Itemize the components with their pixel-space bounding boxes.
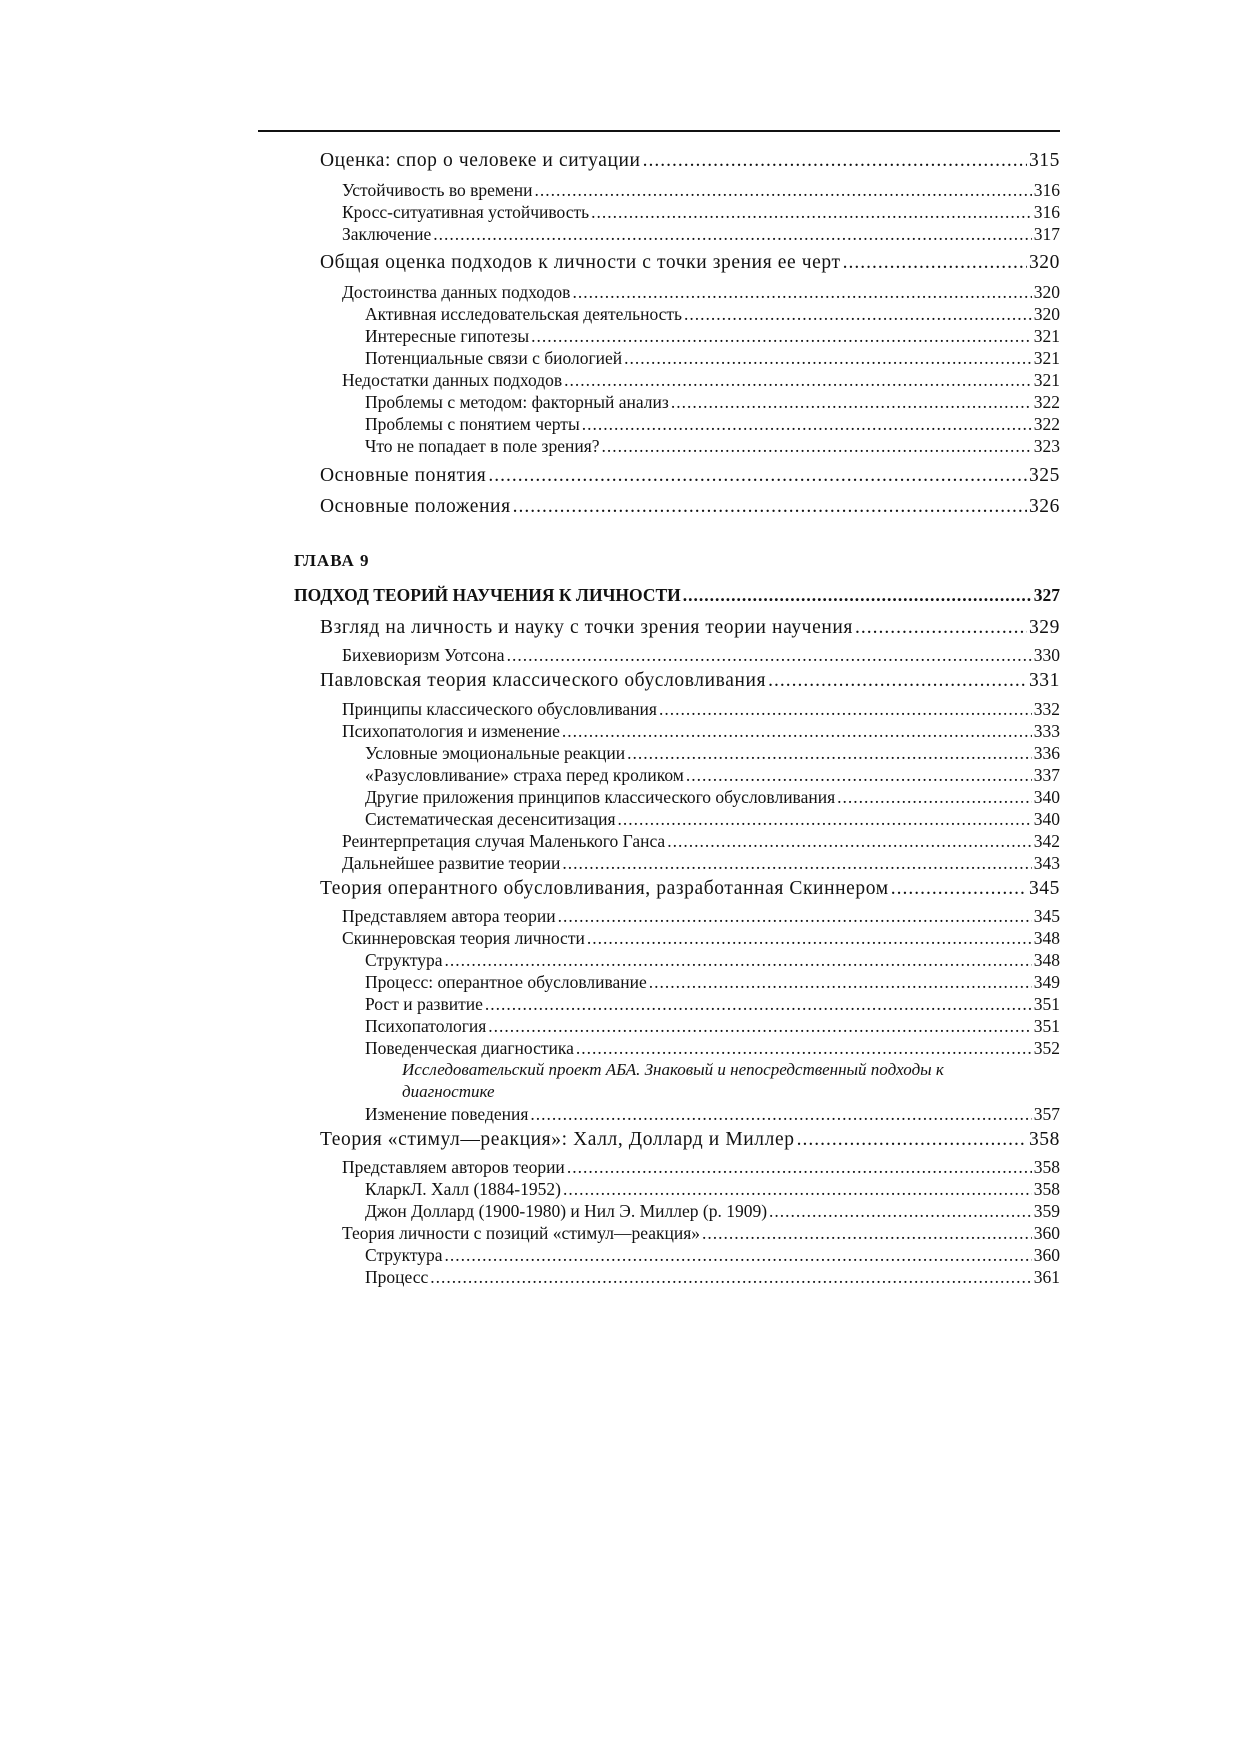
toc-entry-title: Потенциальные связи с биологией bbox=[365, 348, 623, 368]
toc-entry-page: 357 bbox=[1033, 1104, 1060, 1124]
toc-leader bbox=[627, 743, 1032, 764]
toc-entry[interactable] bbox=[365, 392, 1060, 413]
toc-leader bbox=[582, 414, 1032, 435]
toc-entry[interactable] bbox=[365, 787, 1060, 808]
toc-entry-page: 358 bbox=[1033, 1157, 1060, 1177]
toc-leader bbox=[433, 224, 1032, 245]
toc-entry-page: 352 bbox=[1033, 1038, 1060, 1058]
toc-entry-title: Теория оперантного обусловливания, разработанная Скиннером bbox=[320, 878, 889, 899]
toc-entry-title: Заключение bbox=[342, 224, 432, 244]
toc-entry-title: Интересные гипотезы bbox=[365, 326, 530, 346]
toc-entry[interactable] bbox=[342, 831, 1060, 852]
toc-entry-title: Процесс: оперантное обусловливание bbox=[365, 972, 647, 992]
toc-leader bbox=[702, 1223, 1032, 1244]
toc-entry[interactable] bbox=[342, 224, 1060, 245]
toc-leader bbox=[855, 617, 1027, 639]
toc-entry-title: Принципы классического обусловливания bbox=[342, 699, 657, 719]
chapter-label: ГЛАВА 9 bbox=[294, 551, 370, 570]
toc-entry[interactable] bbox=[320, 878, 1060, 900]
toc-entry-title: Дальнейшее развитие теории bbox=[342, 853, 561, 873]
toc-entry-page: 322 bbox=[1033, 392, 1060, 412]
toc-entry-page: 326 bbox=[1028, 496, 1060, 517]
toc-entry-title: Основные положения bbox=[320, 496, 511, 517]
toc-entry[interactable] bbox=[320, 150, 1060, 172]
toc-leader bbox=[769, 1201, 1032, 1222]
toc-entry-page: 316 bbox=[1033, 202, 1060, 222]
toc-entry-title: Павловская теория классического обусловливания bbox=[320, 670, 767, 691]
toc-entry[interactable] bbox=[365, 972, 1060, 993]
toc-entry-page: 336 bbox=[1033, 743, 1060, 763]
toc-entry-title: Условные эмоциональные реакции bbox=[365, 743, 626, 763]
toc-leader bbox=[567, 1157, 1032, 1178]
chapter-title-entry[interactable] bbox=[294, 585, 1060, 606]
toc-leader bbox=[562, 721, 1032, 742]
toc-leader bbox=[572, 282, 1031, 303]
toc-entry[interactable] bbox=[342, 202, 1060, 223]
toc-entry[interactable] bbox=[342, 928, 1060, 949]
toc-entry-page: 340 bbox=[1033, 787, 1060, 807]
toc-leader bbox=[562, 853, 1031, 874]
toc-leader bbox=[485, 994, 1032, 1015]
toc-entry-page: 322 bbox=[1033, 414, 1060, 434]
toc-entry-title: Представляем автора теории bbox=[342, 906, 556, 926]
toc-entry-page: 320 bbox=[1033, 282, 1060, 302]
toc-entry-page: 351 bbox=[1033, 1016, 1060, 1036]
toc-entry-page: 321 bbox=[1033, 370, 1060, 390]
toc-leader bbox=[891, 878, 1027, 900]
toc-leader bbox=[684, 304, 1032, 325]
toc-leader bbox=[683, 585, 1032, 606]
toc-leader bbox=[534, 180, 1031, 201]
toc-entry[interactable] bbox=[342, 853, 1060, 874]
toc-entry-page: 337 bbox=[1033, 765, 1060, 785]
toc-leader bbox=[837, 787, 1032, 808]
chapter-page: 327 bbox=[1033, 585, 1060, 605]
toc-entry[interactable] bbox=[342, 906, 1060, 927]
toc-entry[interactable] bbox=[365, 1245, 1060, 1266]
toc-leader bbox=[843, 252, 1027, 274]
toc-entry-page: 343 bbox=[1033, 853, 1060, 873]
toc-entry[interactable] bbox=[320, 496, 1060, 518]
toc-entry-page: 351 bbox=[1033, 994, 1060, 1014]
toc-leader bbox=[643, 150, 1027, 172]
toc-entry-title: Достоинства данных подходов bbox=[342, 282, 571, 302]
toc-entry[interactable] bbox=[342, 282, 1060, 303]
toc-leader bbox=[488, 465, 1027, 487]
toc-entry[interactable] bbox=[365, 1179, 1060, 1200]
toc-entry-title: Оценка: спор о человеке и ситуации bbox=[320, 150, 641, 171]
toc-entry-title: Устойчивость во времени bbox=[342, 180, 533, 200]
toc-entry-title: Что не попадает в поле зрения? bbox=[365, 436, 600, 456]
toc-entry[interactable] bbox=[342, 721, 1060, 742]
toc-leader bbox=[659, 699, 1032, 720]
toc-entry-title: Активная исследовательская деятельность bbox=[365, 304, 683, 324]
toc-entry[interactable] bbox=[365, 765, 1060, 786]
toc-entry-page: 317 bbox=[1033, 224, 1060, 244]
toc-entry[interactable] bbox=[365, 1016, 1060, 1037]
toc-entry-title: Теория «стимул—реакция»: Халл, Доллард и Миллер bbox=[320, 1129, 795, 1150]
toc-leader bbox=[624, 348, 1032, 369]
toc-entry[interactable] bbox=[342, 1223, 1060, 1244]
toc-entry[interactable] bbox=[320, 670, 1060, 692]
toc-entry-title: Основные понятия bbox=[320, 465, 487, 486]
toc-entry-title: Общая оценка подходов к личности с точки зрения ее черт bbox=[320, 252, 841, 273]
toc-leader bbox=[591, 202, 1032, 223]
toc-entry[interactable] bbox=[365, 1267, 1060, 1288]
toc-entry[interactable] bbox=[342, 1157, 1060, 1178]
toc-entry-page: 329 bbox=[1028, 617, 1060, 638]
toc-entry-page: 321 bbox=[1033, 348, 1060, 368]
toc-leader bbox=[671, 392, 1032, 413]
toc-entry[interactable] bbox=[342, 645, 1060, 666]
toc-leader bbox=[430, 1267, 1032, 1288]
toc-entry-page: 333 bbox=[1033, 721, 1060, 741]
toc-entry-page: 345 bbox=[1033, 906, 1060, 926]
toc-entry[interactable] bbox=[365, 304, 1060, 325]
toc-entry-title: Проблемы с методом: факторный анализ bbox=[365, 392, 669, 412]
toc-entry[interactable] bbox=[320, 1129, 1060, 1151]
toc-entry-title: Теория личности с позиций «стимул—реакция» bbox=[342, 1223, 701, 1243]
toc-entry-page: 342 bbox=[1033, 831, 1060, 851]
toc-entry-title: Другие приложения принципов классического обусловливания bbox=[365, 787, 836, 807]
toc-entry-title: Реинтерпретация случая Маленького Ганса bbox=[342, 831, 666, 851]
toc-entry[interactable] bbox=[365, 414, 1060, 435]
toc-leader bbox=[618, 809, 1032, 830]
toc-entry-page: 321 bbox=[1033, 326, 1060, 346]
toc-entry-page: 315 bbox=[1028, 150, 1060, 171]
toc-entry[interactable] bbox=[365, 994, 1060, 1015]
toc-entry-page: 330 bbox=[1033, 645, 1060, 665]
toc-leader bbox=[649, 972, 1032, 993]
toc-entry[interactable] bbox=[365, 348, 1060, 369]
toc-entry[interactable] bbox=[365, 743, 1060, 764]
toc-entry-title: Рост и развитие bbox=[365, 994, 483, 1014]
toc-entry-title: Джон Доллард (1900-1980) и Нил Э. Миллер (р. 1909) bbox=[365, 1201, 768, 1221]
toc-entry-title: Скиннеровская теория личности bbox=[342, 928, 585, 948]
toc-leader bbox=[445, 950, 1032, 971]
toc-leader bbox=[797, 1129, 1027, 1151]
toc-entry[interactable] bbox=[365, 1038, 1060, 1059]
toc-entry-title: Структура bbox=[365, 1245, 443, 1265]
toc-entry-page: 348 bbox=[1033, 950, 1060, 970]
toc-leader bbox=[667, 831, 1032, 852]
top-rule bbox=[258, 130, 1060, 132]
toc-entry-page: 323 bbox=[1033, 436, 1060, 456]
toc-entry-title: Проблемы с понятием черты bbox=[365, 414, 580, 434]
toc-entry-page: 325 bbox=[1028, 465, 1060, 486]
toc-entry-page: 358 bbox=[1033, 1179, 1060, 1199]
toc-entry-page: 359 bbox=[1033, 1201, 1060, 1221]
toc-leader bbox=[531, 326, 1032, 347]
toc-entry-page: 316 bbox=[1033, 180, 1060, 200]
toc-entry[interactable] bbox=[365, 1104, 1060, 1125]
toc-entry-title: Психопатология и изменение bbox=[342, 721, 560, 741]
toc-leader bbox=[576, 1038, 1032, 1059]
toc-entry[interactable] bbox=[320, 617, 1060, 639]
toc-entry-title: Кросс-ситуативная устойчивость bbox=[342, 202, 590, 222]
toc-entry-page: 361 bbox=[1033, 1267, 1060, 1287]
toc-entry-title: Взгляд на личность и науку с точки зрения теории научения bbox=[320, 617, 853, 638]
toc-entry[interactable] bbox=[365, 809, 1060, 830]
toc-leader bbox=[558, 906, 1032, 927]
toc-entry[interactable] bbox=[342, 699, 1060, 720]
toc-entry-page: 320 bbox=[1028, 252, 1060, 273]
toc-entry-title: Изменение поведения bbox=[365, 1104, 529, 1124]
toc-entry-page: 358 bbox=[1028, 1129, 1060, 1150]
toc-entry[interactable] bbox=[342, 180, 1060, 201]
toc-entry[interactable] bbox=[342, 370, 1060, 391]
toc-entry-title: Представляем авторов теории bbox=[342, 1157, 565, 1177]
toc-entry[interactable] bbox=[365, 436, 1060, 457]
toc-leader bbox=[445, 1245, 1032, 1266]
toc-entry[interactable] bbox=[365, 950, 1060, 971]
toc-entry-title: КларкЛ. Халл (1884-1952) bbox=[365, 1179, 561, 1199]
toc-entry[interactable] bbox=[320, 252, 1060, 274]
toc-leader bbox=[530, 1104, 1031, 1125]
toc-entry-page: 332 bbox=[1033, 699, 1060, 719]
toc-entry-page: 360 bbox=[1033, 1223, 1060, 1243]
toc-entry-page: 360 bbox=[1033, 1245, 1060, 1265]
toc-entry-page: 340 bbox=[1033, 809, 1060, 829]
toc-entry-page: 320 bbox=[1033, 304, 1060, 324]
toc-entry-page: 331 bbox=[1028, 670, 1060, 691]
toc-leader bbox=[507, 645, 1032, 666]
toc-entry-title: Процесс bbox=[365, 1267, 429, 1287]
toc-entry[interactable] bbox=[320, 465, 1060, 487]
toc-leader bbox=[564, 370, 1032, 391]
toc-entry-page: 345 bbox=[1028, 878, 1060, 899]
toc-leader bbox=[602, 436, 1032, 457]
toc-leader bbox=[513, 496, 1027, 518]
toc-entry-title: Психопатология bbox=[365, 1016, 487, 1036]
toc-leader bbox=[587, 928, 1032, 949]
toc-entry[interactable] bbox=[365, 326, 1060, 347]
toc-entry-title: Бихевиоризм Уотсона bbox=[342, 645, 505, 665]
toc-entry-title: Структура bbox=[365, 950, 443, 970]
toc-leader bbox=[768, 670, 1027, 692]
toc-entry-title: «Разусловливание» страха перед кроликом bbox=[365, 765, 684, 785]
toc-entry[interactable] bbox=[365, 1201, 1060, 1222]
toc-leader bbox=[488, 1016, 1031, 1037]
toc-entry-title: Недостатки данных подходов bbox=[342, 370, 563, 390]
toc-entry-title: Поведенческая диагностика bbox=[365, 1038, 574, 1058]
chapter-title: ПОДХОД ТЕОРИЙ НАУЧЕНИЯ К ЛИЧНОСТИ bbox=[294, 585, 681, 605]
toc-leader bbox=[563, 1179, 1032, 1200]
research-project-note: Исследовательский проект АБА. Знаковый и непосредственный подходы к диагностике bbox=[402, 1060, 944, 1101]
toc-leader bbox=[686, 765, 1032, 786]
toc-entry-title: Систематическая десенситизация bbox=[365, 809, 616, 829]
toc-entry-page: 348 bbox=[1033, 928, 1060, 948]
toc-entry-page: 349 bbox=[1033, 972, 1060, 992]
